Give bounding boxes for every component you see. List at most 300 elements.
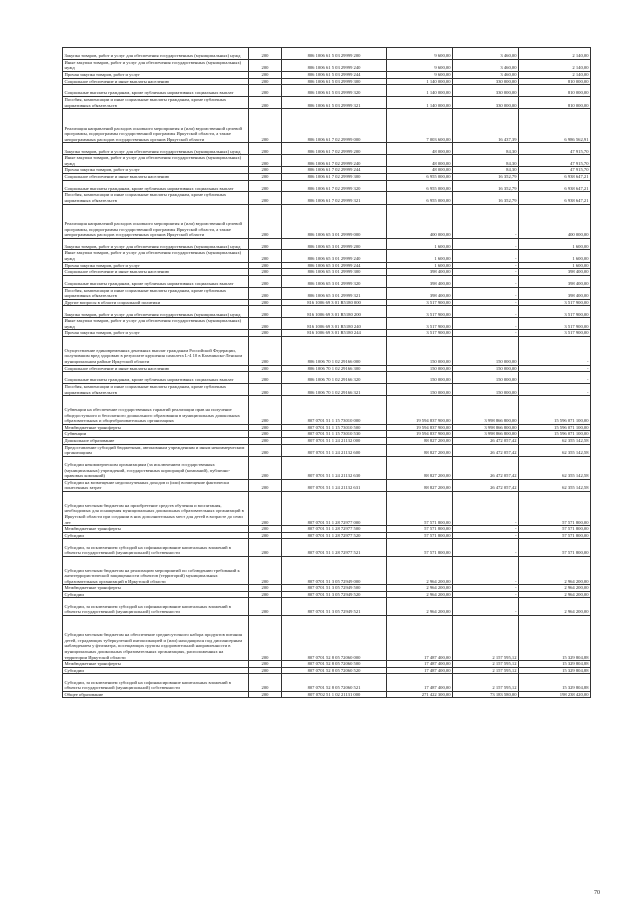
row-plan: 271 422 300,00 bbox=[387, 691, 453, 698]
row-code: 807 0701 52 8 05 72060 000 bbox=[282, 615, 387, 660]
row-plan: 150 000,00 bbox=[387, 337, 453, 366]
row-grbs: 200 bbox=[249, 491, 282, 525]
row-plan: 88 827 200,00 bbox=[387, 456, 453, 479]
row-name: Закупка товаров, работ и услуг для обеспечения государственных (муниципальных) нужд bbox=[63, 306, 249, 318]
row-rest: 15 329 804,88 bbox=[519, 667, 591, 674]
row-plan: 19 594 837 900,00 bbox=[387, 396, 453, 425]
row-name: Межбюджетные трансферты bbox=[63, 424, 249, 431]
row-code: 806 1006 61 7 02 29999 200 bbox=[282, 143, 387, 155]
row-fact: 3 460,00 bbox=[453, 71, 519, 78]
table-row bbox=[63, 275, 591, 287]
table-row bbox=[63, 299, 591, 306]
table-row bbox=[63, 444, 591, 456]
row-code: 807 0701 51 1 24 21132 630 bbox=[282, 456, 387, 479]
row-plan: 3 517 900,00 bbox=[387, 330, 453, 337]
row-grbs: 200 bbox=[249, 539, 282, 556]
row-plan: 9 600,00 bbox=[387, 71, 453, 78]
row-fact: - bbox=[453, 598, 519, 615]
row-plan: 48 000,00 bbox=[387, 167, 453, 174]
row-rest: - bbox=[519, 337, 591, 366]
row-name: Социальные выплаты гражданам, кроме публичных нормативных социальных выплат bbox=[63, 180, 249, 192]
row-plan: 57 571 800,00 bbox=[387, 539, 453, 556]
row-grbs: 200 bbox=[249, 238, 282, 250]
row-name: Иные закупки товаров, работ и услуг для обеспечения государственных (муниципальных) нужд bbox=[63, 318, 249, 330]
row-name: Субсидии на возмещение недополученных доходов и (или) возмещение фактически понесенных затрат bbox=[63, 479, 249, 491]
row-fact: 330 000,00 bbox=[453, 78, 519, 85]
row-fact: - bbox=[453, 269, 519, 276]
row-grbs: 200 bbox=[249, 275, 282, 287]
budget-table bbox=[62, 47, 591, 698]
table-row bbox=[63, 204, 591, 238]
row-rest: 398 400,00 bbox=[519, 287, 591, 299]
row-rest: 57 571 800,00 bbox=[519, 532, 591, 539]
row-fact: 84,30 bbox=[453, 155, 519, 167]
row-fact: 16 352,79 bbox=[453, 192, 519, 204]
table-row bbox=[63, 71, 591, 78]
row-plan: 2 964 200,00 bbox=[387, 556, 453, 585]
row-plan: 7 003 600,00 bbox=[387, 109, 453, 143]
row-code: 807 0701 52 8 05 72060 520 bbox=[282, 667, 387, 674]
table-row bbox=[63, 661, 591, 668]
row-plan: 3 517 900,00 bbox=[387, 318, 453, 330]
row-plan: 150 000,00 bbox=[387, 372, 453, 384]
row-grbs: 200 bbox=[249, 585, 282, 592]
row-code: 807 0701 51 1 24 21132 600 bbox=[282, 444, 387, 456]
table-row bbox=[63, 667, 591, 674]
row-code: 807 0701 52 8 05 72060 521 bbox=[282, 674, 387, 691]
row-name: Осуществление единовременных денежных выплат гражданам Российской Федерации, получившим вред здоровью в результате крушения самолета L-4 10 в Казачинско-Ленском муниципальном районе Иркутской области bbox=[63, 337, 249, 366]
row-fact: - bbox=[453, 262, 519, 269]
row-code: 806 1006 65 3 01 29999 200 bbox=[282, 238, 387, 250]
row-code: 806 1006 61 7 02 29999 000 bbox=[282, 109, 387, 143]
row-rest: - bbox=[519, 365, 591, 372]
row-code: 806 1006 61 7 02 29999 320 bbox=[282, 180, 387, 192]
row-rest: 1 600,00 bbox=[519, 238, 591, 250]
row-plan: 57 571 800,00 bbox=[387, 532, 453, 539]
row-name: Социальное обеспечение и иные выплаты населению bbox=[63, 269, 249, 276]
row-name: Закупка товаров, работ и услуг для обеспечения государственных (муниципальных) нужд bbox=[63, 238, 249, 250]
row-code: 807 0702 51 1 02 21131 000 bbox=[282, 691, 387, 698]
row-code: 807 0701 51 3 05 72949 000 bbox=[282, 556, 387, 585]
row-code: 807 0701 51 3 05 72949 521 bbox=[282, 598, 387, 615]
row-name: Предоставление субсидий бюджетным, автономным учреждениям и иным некоммерческим организациям bbox=[63, 444, 249, 456]
row-rest: 57 571 800,00 bbox=[519, 526, 591, 533]
row-plan: 48 000,00 bbox=[387, 155, 453, 167]
table-row bbox=[63, 262, 591, 269]
row-rest: 3 517 900,00 bbox=[519, 306, 591, 318]
row-grbs: 200 bbox=[249, 444, 282, 456]
row-name: Субсидии местным бюджетам на реализацию мероприятий по соблюдению требований к антитеррористической защищенности объектов (территорий) муниципальных образовательных организаций в Иркутской области bbox=[63, 556, 249, 585]
row-name: Субсидии bbox=[63, 591, 249, 598]
row-grbs: 200 bbox=[249, 526, 282, 533]
row-code: 806 1006 61 7 02 29999 244 bbox=[282, 167, 387, 174]
row-rest: 15 596 071 100,00 bbox=[519, 396, 591, 425]
table-row bbox=[63, 167, 591, 174]
row-code: 806 1006 65 3 01 29999 320 bbox=[282, 275, 387, 287]
table-row bbox=[63, 372, 591, 384]
row-name: Социальное обеспечение и иные выплаты населению bbox=[63, 365, 249, 372]
table-row bbox=[63, 591, 591, 598]
row-plan: 398 400,00 bbox=[387, 287, 453, 299]
row-code: 806 1006 65 3 01 29999 244 bbox=[282, 262, 387, 269]
row-rest: 2 964 200,00 bbox=[519, 585, 591, 592]
row-code: 806 1006 70 1 02 29166 300 bbox=[282, 365, 387, 372]
row-fact: 16 437,39 bbox=[453, 109, 519, 143]
table-row bbox=[63, 424, 591, 431]
table-row bbox=[63, 48, 591, 60]
row-code: 806 1006 65 3 01 29999 300 bbox=[282, 269, 387, 276]
table-row bbox=[63, 318, 591, 330]
row-name: Дошкольное образование bbox=[63, 437, 249, 444]
row-name: Субвенции на обеспечение государственных гарантий реализации прав на получение общедоступного и бесплатного дошкольного образования в муниципальных дошкольных образовательных и общеобразовательных организациях bbox=[63, 396, 249, 425]
row-rest: 47 915,70 bbox=[519, 167, 591, 174]
row-name: Социальное обеспечение и иные выплаты населению bbox=[63, 78, 249, 85]
row-rest: 1 600,00 bbox=[519, 250, 591, 262]
row-rest: 57 571 800,00 bbox=[519, 491, 591, 525]
row-rest: - bbox=[519, 384, 591, 396]
row-fact: - bbox=[453, 306, 519, 318]
row-name: Реализация направлений расходов основного мероприятия и (или) ведомственной целевой программы, подпрограммы государственной программы Иркутской области, а также непрограммных расходов государственных органов Иркутской области bbox=[63, 109, 249, 143]
row-name: Иные закупки товаров, работ и услуг для обеспечения государственных (муниципальных) нужд bbox=[63, 155, 249, 167]
table-row bbox=[63, 78, 591, 85]
row-grbs: 200 bbox=[249, 424, 282, 431]
row-code: 806 1006 61 5 03 29999 240 bbox=[282, 59, 387, 71]
table-row bbox=[63, 143, 591, 155]
row-plan: 3 517 900,00 bbox=[387, 299, 453, 306]
table-row bbox=[63, 306, 591, 318]
row-grbs: 200 bbox=[249, 384, 282, 396]
row-code: 816 1006 69 3 01 R5180 240 bbox=[282, 318, 387, 330]
row-rest: - bbox=[519, 372, 591, 384]
row-name: Прочая закупка товаров, работ и услуг bbox=[63, 330, 249, 337]
row-fact: 2 157 595,12 bbox=[453, 667, 519, 674]
row-code: 807 0701 51 1 24 21132 000 bbox=[282, 437, 387, 444]
row-name: Социальные выплаты гражданам, кроме публичных нормативных социальных выплат bbox=[63, 372, 249, 384]
row-code: 816 1006 69 3 01 R5180 000 bbox=[282, 299, 387, 306]
row-fact: - bbox=[453, 491, 519, 525]
row-grbs: 200 bbox=[249, 155, 282, 167]
row-fact: - bbox=[453, 299, 519, 306]
row-rest: 47 915,70 bbox=[519, 155, 591, 167]
row-grbs: 200 bbox=[249, 204, 282, 238]
row-code: 806 1006 61 5 03 29999 321 bbox=[282, 96, 387, 108]
row-name: Субсидии bbox=[63, 532, 249, 539]
row-grbs: 200 bbox=[249, 299, 282, 306]
row-fact: 2 157 595,12 bbox=[453, 674, 519, 691]
table-row bbox=[63, 615, 591, 660]
row-name: Субсидии местным бюджетам на обеспечение среднесуточного набора продуктов питания детей, страдающих туберкулезной интоксикацией и (или) находящихся под диспансерным наблюдением у фтизиатра, посещающих группы оздоровительной направленности в муниципальных дошкольных образовательных организациях, расположенных на территории Иркутской области bbox=[63, 615, 249, 660]
table-row bbox=[63, 96, 591, 108]
row-name: Субсидии, за исключением субсидий на софинансирование капитальных вложений в объекты государственной (муниципальной) собственности bbox=[63, 674, 249, 691]
row-grbs: 200 bbox=[249, 330, 282, 337]
row-code: 806 1006 61 5 03 29999 320 bbox=[282, 85, 387, 97]
row-grbs: 200 bbox=[249, 48, 282, 60]
row-name: Субсидии, за исключением субсидий на софинансирование капитальных вложений в объекты государственной (муниципальной) собственности bbox=[63, 539, 249, 556]
row-rest: 15 596 071 100,00 bbox=[519, 431, 591, 438]
table-row bbox=[63, 269, 591, 276]
row-grbs: 200 bbox=[249, 396, 282, 425]
table-row bbox=[63, 173, 591, 180]
table-row bbox=[63, 674, 591, 691]
row-name: Закупка товаров, работ и услуг для обеспечения государственных (муниципальных) нужд bbox=[63, 48, 249, 60]
table-row bbox=[63, 287, 591, 299]
row-name: Прочая закупка товаров, работ и услуг bbox=[63, 262, 249, 269]
row-name: Иные закупки товаров, работ и услуг для обеспечения государственных (муниципальных) нужд bbox=[63, 250, 249, 262]
row-rest: 810 000,00 bbox=[519, 96, 591, 108]
table-row bbox=[63, 556, 591, 585]
row-name: Субсидии, за исключением субсидий на софинансирование капитальных вложений в объекты государственной (муниципальной) собственности bbox=[63, 598, 249, 615]
row-grbs: 200 bbox=[249, 372, 282, 384]
row-rest: 198 238 420,00 bbox=[519, 691, 591, 698]
row-fact: 3 998 866 800,00 bbox=[453, 424, 519, 431]
row-name: Пособия, компенсации и иные социальные выплаты гражданам, кроме публичных нормативных обязательств bbox=[63, 192, 249, 204]
row-grbs: 200 bbox=[249, 85, 282, 97]
row-code: 806 1006 65 3 01 29999 000 bbox=[282, 204, 387, 238]
row-rest: 398 400,00 bbox=[519, 275, 591, 287]
row-fact: - bbox=[453, 318, 519, 330]
row-code: 806 1006 61 7 02 29999 321 bbox=[282, 192, 387, 204]
row-plan: 1 140 000,00 bbox=[387, 85, 453, 97]
row-grbs: 200 bbox=[249, 556, 282, 585]
row-name: Межбюджетные трансферты bbox=[63, 526, 249, 533]
row-grbs: 200 bbox=[249, 431, 282, 438]
row-grbs: 200 bbox=[249, 269, 282, 276]
row-grbs: 200 bbox=[249, 318, 282, 330]
table-row bbox=[63, 192, 591, 204]
row-rest: 2 964 200,00 bbox=[519, 591, 591, 598]
row-fact: 26 472 057,42 bbox=[453, 444, 519, 456]
row-rest: 6 986 562,91 bbox=[519, 109, 591, 143]
row-plan: 400 000,00 bbox=[387, 204, 453, 238]
row-grbs: 200 bbox=[249, 532, 282, 539]
row-plan: 17 487 400,00 bbox=[387, 667, 453, 674]
row-name: Социальное обеспечение и иные выплаты населению bbox=[63, 173, 249, 180]
row-rest: 6 938 647,21 bbox=[519, 173, 591, 180]
row-code: 807 0701 51 1 24 21132 631 bbox=[282, 479, 387, 491]
page-number: 70 bbox=[594, 890, 600, 896]
row-fact: 26 472 057,42 bbox=[453, 437, 519, 444]
table-row bbox=[63, 437, 591, 444]
row-fact: - bbox=[453, 275, 519, 287]
row-grbs: 200 bbox=[249, 59, 282, 71]
table-row bbox=[63, 479, 591, 491]
row-plan: 1 600,00 bbox=[387, 262, 453, 269]
row-plan: 57 571 800,00 bbox=[387, 491, 453, 525]
row-grbs: 200 bbox=[249, 437, 282, 444]
row-code: 807 0701 51 1 28 72977 000 bbox=[282, 491, 387, 525]
row-rest: 2 140,00 bbox=[519, 59, 591, 71]
row-code: 806 1006 70 1 02 29166 000 bbox=[282, 337, 387, 366]
row-fact: 150 000,00 bbox=[453, 337, 519, 366]
row-grbs: 200 bbox=[249, 661, 282, 668]
row-fact: 3 998 866 800,00 bbox=[453, 396, 519, 425]
row-rest: 62 355 142,58 bbox=[519, 456, 591, 479]
row-name: Субсидии местным бюджетам на приобретение средств обучения и воспитания, необходимых для оснащения муниципальных дошкольных образовательных организаций в Иркутской области при создании в них дополнительных мест для детей в возрасте до семи лет bbox=[63, 491, 249, 525]
row-name: Прочая закупка товаров, работ и услуг bbox=[63, 71, 249, 78]
row-fact: - bbox=[453, 204, 519, 238]
table-row bbox=[63, 384, 591, 396]
row-grbs: 200 bbox=[249, 591, 282, 598]
row-fact: - bbox=[453, 330, 519, 337]
row-grbs: 200 bbox=[249, 667, 282, 674]
row-grbs: 200 bbox=[249, 180, 282, 192]
row-code: 807 0701 51 3 05 72949 500 bbox=[282, 585, 387, 592]
row-fact: 26 472 057,42 bbox=[453, 456, 519, 479]
row-rest: 62 355 142,58 bbox=[519, 479, 591, 491]
row-code: 807 0701 51 1 28 72977 500 bbox=[282, 526, 387, 533]
table-row bbox=[63, 431, 591, 438]
row-rest: 15 329 804,88 bbox=[519, 674, 591, 691]
row-plan: 19 594 837 900,00 bbox=[387, 424, 453, 431]
table-row bbox=[63, 491, 591, 525]
table-row bbox=[63, 526, 591, 533]
row-fact: - bbox=[453, 238, 519, 250]
row-fact: 16 352,79 bbox=[453, 180, 519, 192]
row-fact: 84,30 bbox=[453, 167, 519, 174]
row-plan: 1 600,00 bbox=[387, 238, 453, 250]
row-fact: 150 000,00 bbox=[453, 384, 519, 396]
row-plan: 88 827 200,00 bbox=[387, 479, 453, 491]
row-plan: 1 600,00 bbox=[387, 250, 453, 262]
row-grbs: 200 bbox=[249, 365, 282, 372]
row-name: Пособия, компенсации и иные социальные выплаты гражданам, кроме публичных нормативных обязательств bbox=[63, 96, 249, 108]
row-rest: 1 600,00 bbox=[519, 262, 591, 269]
row-rest: 398 400,00 bbox=[519, 269, 591, 276]
row-grbs: 200 bbox=[249, 167, 282, 174]
table-row bbox=[63, 180, 591, 192]
row-grbs: 200 bbox=[249, 456, 282, 479]
row-plan: 17 487 400,00 bbox=[387, 661, 453, 668]
row-plan: 88 827 200,00 bbox=[387, 437, 453, 444]
row-code: 807 0701 51 3 05 72949 520 bbox=[282, 591, 387, 598]
row-fact: 2 157 595,12 bbox=[453, 661, 519, 668]
row-rest: 6 938 647,21 bbox=[519, 180, 591, 192]
row-name: Межбюджетные трансферты bbox=[63, 661, 249, 668]
row-plan: 2 964 200,00 bbox=[387, 591, 453, 598]
row-name: Другие вопросы в области социальной политики bbox=[63, 299, 249, 306]
row-name: Социальные выплаты гражданам, кроме публичных нормативных социальных выплат bbox=[63, 275, 249, 287]
row-rest: 810 000,00 bbox=[519, 78, 591, 85]
row-name: Пособия, компенсации и иные социальные выплаты гражданам, кроме публичных нормативных обязательств bbox=[63, 384, 249, 396]
row-grbs: 200 bbox=[249, 615, 282, 660]
row-rest: 2 140,00 bbox=[519, 71, 591, 78]
row-name: Иные закупки товаров, работ и услуг для обеспечения государственных (муниципальных) нужд bbox=[63, 59, 249, 71]
row-code: 807 0701 51 1 15 73010 000 bbox=[282, 396, 387, 425]
row-rest: 3 517 900,00 bbox=[519, 299, 591, 306]
table-row bbox=[63, 539, 591, 556]
row-grbs: 200 bbox=[249, 674, 282, 691]
row-plan: 1 140 000,00 bbox=[387, 78, 453, 85]
row-code: 806 1006 61 5 03 29999 200 bbox=[282, 48, 387, 60]
row-plan: 398 400,00 bbox=[387, 269, 453, 276]
table-row bbox=[63, 598, 591, 615]
row-plan: 9 600,00 bbox=[387, 59, 453, 71]
row-plan: 17 487 400,00 bbox=[387, 674, 453, 691]
row-code: 806 1006 65 3 01 29999 240 bbox=[282, 250, 387, 262]
row-fact: 3 460,00 bbox=[453, 59, 519, 71]
row-plan: 2 964 200,00 bbox=[387, 598, 453, 615]
row-rest: 3 517 900,00 bbox=[519, 318, 591, 330]
row-code: 807 0701 52 8 05 72060 500 bbox=[282, 661, 387, 668]
table-row bbox=[63, 396, 591, 425]
table-row bbox=[63, 532, 591, 539]
row-grbs: 200 bbox=[249, 287, 282, 299]
row-grbs: 200 bbox=[249, 96, 282, 108]
row-fact: - bbox=[453, 287, 519, 299]
row-fact: - bbox=[453, 585, 519, 592]
row-name: Субсидии некоммерческим организациям (за исключением государственных (муниципальных) учреждений, государственных корпораций (компаний), публично-правовых компаний) bbox=[63, 456, 249, 479]
row-code: 806 1006 65 3 01 29999 321 bbox=[282, 287, 387, 299]
table-row bbox=[63, 691, 591, 698]
row-fact: 330 000,00 bbox=[453, 96, 519, 108]
row-fact: 84,30 bbox=[453, 143, 519, 155]
row-plan: 48 000,00 bbox=[387, 143, 453, 155]
row-rest: 400 000,00 bbox=[519, 204, 591, 238]
row-name: Пособия, компенсации и иные социальные выплаты гражданам, кроме публичных нормативных обязательств bbox=[63, 287, 249, 299]
table-row bbox=[63, 59, 591, 71]
row-rest: 62 355 142,58 bbox=[519, 444, 591, 456]
row-grbs: 200 bbox=[249, 262, 282, 269]
row-plan: 17 487 400,00 bbox=[387, 615, 453, 660]
table-row bbox=[63, 365, 591, 372]
row-code: 807 0701 51 1 28 72977 520 bbox=[282, 532, 387, 539]
row-code: 806 1006 70 1 02 29166 321 bbox=[282, 384, 387, 396]
table-row bbox=[63, 456, 591, 479]
row-code: 806 1006 70 1 02 29166 320 bbox=[282, 372, 387, 384]
row-code: 807 0701 51 1 15 73010 500 bbox=[282, 424, 387, 431]
row-fact: - bbox=[453, 526, 519, 533]
table-row bbox=[63, 585, 591, 592]
row-fact: 3 460,00 bbox=[453, 48, 519, 60]
row-name: Прочая закупка товаров, работ и услуг bbox=[63, 167, 249, 174]
row-plan: 57 571 800,00 bbox=[387, 526, 453, 533]
row-plan: 3 517 900,00 bbox=[387, 306, 453, 318]
row-grbs: 200 bbox=[249, 337, 282, 366]
row-name: Общее образование bbox=[63, 691, 249, 698]
row-fact: - bbox=[453, 591, 519, 598]
row-rest: 47 915,70 bbox=[519, 143, 591, 155]
row-grbs: 200 bbox=[249, 250, 282, 262]
row-plan: 9 600,00 bbox=[387, 48, 453, 60]
row-fact: - bbox=[453, 532, 519, 539]
row-code: 816 1006 69 3 01 R5180 200 bbox=[282, 306, 387, 318]
row-plan: 6 955 000,00 bbox=[387, 180, 453, 192]
row-rest: 2 964 200,00 bbox=[519, 556, 591, 585]
row-name: Закупка товаров, работ и услуг для обеспечения государственных (муниципальных) нужд bbox=[63, 143, 249, 155]
row-plan: 6 955 000,00 bbox=[387, 192, 453, 204]
row-fact: 3 998 866 800,00 bbox=[453, 431, 519, 438]
row-rest: 810 000,00 bbox=[519, 85, 591, 97]
row-plan: 398 400,00 bbox=[387, 275, 453, 287]
row-plan: 88 827 200,00 bbox=[387, 444, 453, 456]
table-row bbox=[63, 85, 591, 97]
row-rest: 2 964 200,00 bbox=[519, 598, 591, 615]
row-name: Межбюджетные трансферты bbox=[63, 585, 249, 592]
row-name: Социальные выплаты гражданам, кроме публичных нормативных социальных выплат bbox=[63, 85, 249, 97]
row-fact: 26 472 057,42 bbox=[453, 479, 519, 491]
row-rest: 15 596 071 100,00 bbox=[519, 424, 591, 431]
row-rest: 15 329 804,88 bbox=[519, 661, 591, 668]
row-grbs: 200 bbox=[249, 173, 282, 180]
row-fact: 150 000,00 bbox=[453, 372, 519, 384]
row-rest: 57 571 800,00 bbox=[519, 539, 591, 556]
row-plan: 150 000,00 bbox=[387, 365, 453, 372]
row-fact: - bbox=[453, 556, 519, 585]
row-code: 806 1006 61 7 02 29999 300 bbox=[282, 173, 387, 180]
row-fact: 2 157 595,12 bbox=[453, 615, 519, 660]
table-row bbox=[63, 238, 591, 250]
row-grbs: 200 bbox=[249, 691, 282, 698]
